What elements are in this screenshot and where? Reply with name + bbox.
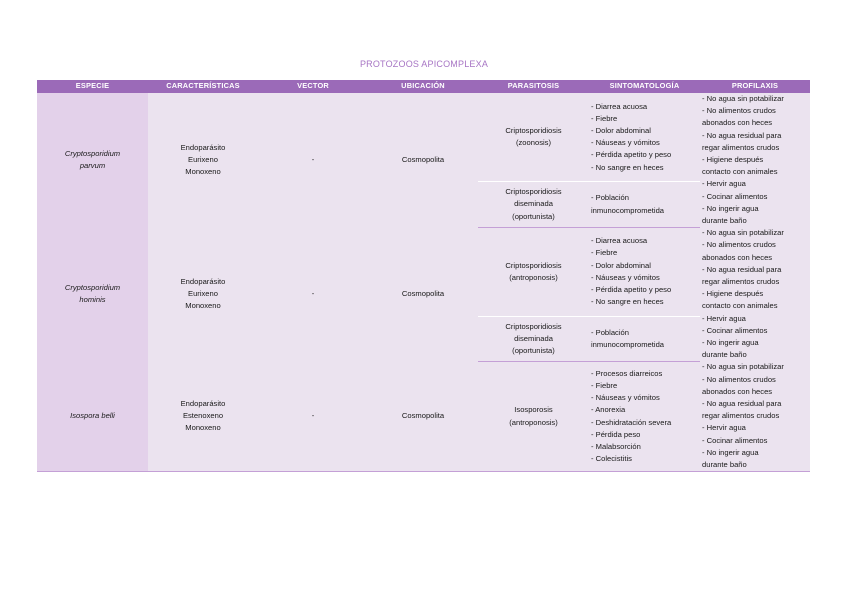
text-line: Criptosporidiosis xyxy=(505,321,562,331)
text-line: Criptosporidiosis xyxy=(505,125,562,135)
cell-sintomatologia xyxy=(589,227,700,316)
text-line: Monoxeno xyxy=(185,301,221,311)
document-title: PROTOZOOS APICOMPLEXA xyxy=(359,59,489,69)
cell-sintomatologia xyxy=(589,182,700,227)
cell-sintomatologia xyxy=(589,361,700,471)
cell-parasitosis xyxy=(478,182,589,227)
cell-sintomatologia xyxy=(589,316,700,361)
text-line: - No sangre en heces xyxy=(591,162,664,172)
cell-profilaxis xyxy=(700,227,810,361)
cell-parasitosis xyxy=(478,93,589,182)
cell-caracteristicas xyxy=(148,93,258,227)
text-line: - Fiebre xyxy=(591,248,618,258)
text-line: regar alimentos crudos xyxy=(702,277,780,287)
cell-ubicacion: Cosmopolita xyxy=(368,93,478,227)
cell-vector: - xyxy=(258,93,368,227)
cell-caracteristicas xyxy=(148,227,258,361)
text-line: - Malabsorción xyxy=(591,442,641,452)
cell-ubicacion: Cosmopolita xyxy=(368,227,478,361)
header-profilaxis: PROFILAXIS xyxy=(700,80,810,93)
text-line: - No sangre en heces xyxy=(591,297,664,307)
text-line: - Cocinar alimentos xyxy=(702,191,768,201)
text-line: diseminada xyxy=(514,333,553,343)
text-line: - Hervir agua xyxy=(702,313,746,323)
text-line: - Pérdida apetito y peso xyxy=(591,284,672,294)
text-line: - Náuseas y vómitos xyxy=(591,138,660,148)
text-line: - No agua sin potabilizar xyxy=(702,362,784,372)
header-parasitosis: PARASITOSIS xyxy=(478,80,589,93)
text-line: - Población xyxy=(591,193,629,203)
text-line: - Diarrea acuosa xyxy=(591,236,648,246)
text-line: - No agua residual para xyxy=(702,264,782,274)
text-line: contacto con animales xyxy=(702,167,778,177)
text-line: - Colecistitis xyxy=(591,454,632,464)
table-body xyxy=(37,93,810,472)
cell-vector: - xyxy=(258,227,368,361)
protozoa-table xyxy=(37,80,810,472)
text-line: - Deshidratación severa xyxy=(591,417,672,427)
text-line: - No alimentos crudos xyxy=(702,106,776,116)
text-line: (zoonosis) xyxy=(515,138,552,148)
text-line: Monoxeno xyxy=(185,423,221,433)
text-line: Estenoxeno xyxy=(182,411,224,421)
text-line: (oportunista) xyxy=(512,345,555,355)
text-line: - Procesos diarreicos xyxy=(591,368,663,378)
text-line: hominis xyxy=(79,295,106,305)
text-line: - Hervir agua xyxy=(702,179,746,189)
table-row xyxy=(37,361,810,471)
text-line: - No agua residual para xyxy=(702,130,782,140)
text-line: - Fiebre xyxy=(591,381,618,391)
text-line: - Dolor abdominal xyxy=(591,260,651,270)
text-line: - Cocinar alimentos xyxy=(702,325,768,335)
header-sintomatologia: SINTOMATOLOGÍA xyxy=(589,80,700,93)
text-line: - No ingerir agua xyxy=(702,338,759,348)
text-line: - No agua sin potabilizar xyxy=(702,94,784,103)
text-line: Criptosporidiosis xyxy=(505,260,562,270)
text-line: durante baño xyxy=(702,460,747,470)
text-line: abonados con heces xyxy=(702,252,773,262)
text-line: - Hervir agua xyxy=(702,423,746,433)
cell-vector: - xyxy=(258,361,368,471)
text-line: - No alimentos crudos xyxy=(702,374,776,384)
text-line: - No alimentos crudos xyxy=(702,240,776,250)
cell-especie xyxy=(37,361,148,471)
text-line: Isospora belli xyxy=(70,411,115,421)
text-line: - No agua sin potabilizar xyxy=(702,228,784,238)
text-line: - No ingerir agua xyxy=(702,447,759,457)
text-line: - Náuseas y vómitos xyxy=(591,393,660,403)
text-line: Isosporosis xyxy=(514,405,553,415)
text-line: Monoxeno xyxy=(185,167,221,177)
text-line: - Higiene después xyxy=(702,155,764,165)
text-line: durante baño xyxy=(702,216,747,226)
text-line: regar alimentos crudos xyxy=(702,142,780,152)
text-line: - No ingerir agua xyxy=(702,203,759,213)
header-caracteristicas: CARACTERÍSTICAS xyxy=(148,80,258,93)
cell-profilaxis xyxy=(700,93,810,227)
header-especie: ESPECIE xyxy=(37,80,148,93)
text-line: regar alimentos crudos xyxy=(702,411,780,421)
text-line: inmunocomprometida xyxy=(591,205,665,215)
header-row xyxy=(37,80,810,93)
text-line: (oportunista) xyxy=(512,211,555,221)
cell-parasitosis xyxy=(478,227,589,316)
text-line: diseminada xyxy=(514,199,553,209)
text-line: - Náuseas y vómitos xyxy=(591,272,660,282)
text-line: Endoparásito xyxy=(180,399,226,409)
text-line: Cryptosporidium xyxy=(64,283,121,293)
text-line: - Fiebre xyxy=(591,113,618,123)
text-line: - Anorexia xyxy=(591,405,626,415)
text-line: - Cocinar alimentos xyxy=(702,435,768,445)
cell-parasitosis xyxy=(478,361,589,471)
text-line: - Pérdida peso xyxy=(591,429,641,439)
text-line: Criptosporidiosis xyxy=(505,187,562,197)
text-line: abonados con heces xyxy=(702,118,773,128)
text-line: Endoparásito xyxy=(180,142,226,152)
text-line: - Higiene después xyxy=(702,289,764,299)
text-line: - Dolor abdominal xyxy=(591,125,651,135)
text-line: (antroponosis) xyxy=(509,272,558,282)
cell-ubicacion: Cosmopolita xyxy=(368,361,478,471)
cell-caracteristicas xyxy=(148,361,258,471)
cell-sintomatologia xyxy=(589,93,700,182)
table-row xyxy=(37,93,810,182)
cell-profilaxis xyxy=(700,361,810,471)
text-line: contacto con animales xyxy=(702,301,778,311)
text-line: - Pérdida apetito y peso xyxy=(591,150,672,160)
cell-especie xyxy=(37,227,148,361)
text-line: Eurixeno xyxy=(188,155,218,165)
text-line: inmunocomprometida xyxy=(591,339,665,349)
text-line: Eurixeno xyxy=(188,289,218,299)
text-line: durante baño xyxy=(702,350,747,360)
cell-parasitosis xyxy=(478,316,589,361)
text-line: parvum xyxy=(79,161,106,171)
text-line: (antroponosis) xyxy=(509,417,558,427)
header-ubicacion: UBICACIÓN xyxy=(368,80,478,93)
text-line: - No agua residual para xyxy=(702,399,782,409)
text-line: Endoparásito xyxy=(180,277,226,287)
text-line: - Población xyxy=(591,327,629,337)
table-row xyxy=(37,227,810,316)
text-line: Cryptosporidium xyxy=(64,148,121,158)
header-vector: VECTOR xyxy=(258,80,368,93)
text-line: abonados con heces xyxy=(702,386,773,396)
cell-especie xyxy=(37,93,148,227)
text-line: - Diarrea acuosa xyxy=(591,101,648,111)
